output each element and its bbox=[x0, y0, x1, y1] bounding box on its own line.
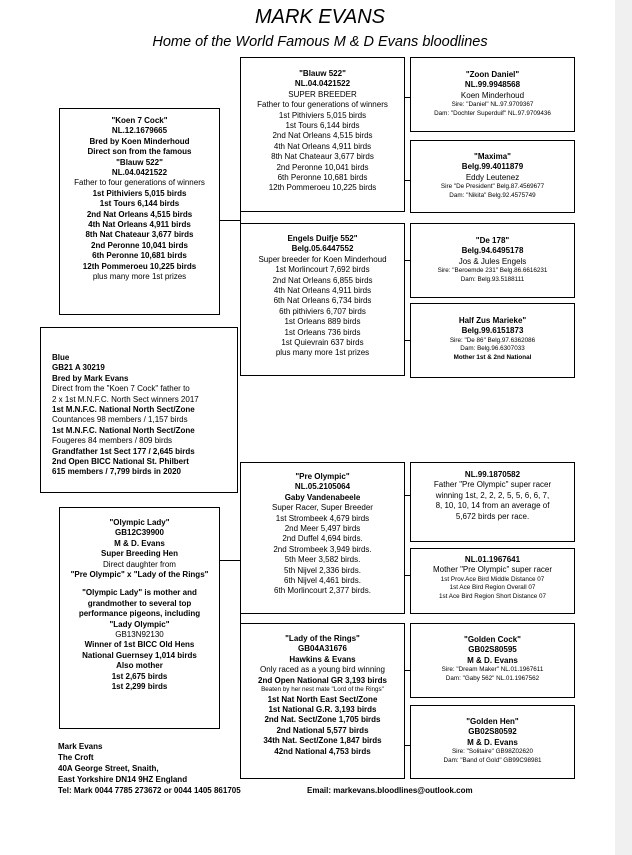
sire-result: 2nd Nat Orleans 4,515 birds bbox=[86, 209, 193, 219]
dd-name: "Lady of the Rings" bbox=[285, 634, 360, 643]
sd-line: 6th Nat Orleans 6,734 birds bbox=[273, 296, 372, 306]
ggp-box-3 bbox=[410, 223, 575, 298]
dam-line: "Olympic Lady" is mother and bbox=[82, 588, 197, 598]
ds-line: 6th Nijvel 4,461 birds. bbox=[284, 576, 361, 586]
dd-ring: GB04A31676 bbox=[298, 644, 347, 654]
sire-result: 1st Tours 6,144 birds bbox=[99, 199, 180, 209]
ds-line: 1st Strombeek 4,679 birds bbox=[275, 513, 370, 523]
ggp-sire: Sire: "Daniel" NL.97.9709367 bbox=[451, 101, 534, 109]
subject-ring: GB21 A 30219 bbox=[52, 363, 105, 373]
dd-breeder: Hawkins & Evans bbox=[289, 654, 356, 664]
ggp-name: "Golden Hen" bbox=[466, 717, 519, 726]
dam-line: 1st 2,675 birds bbox=[111, 671, 168, 681]
subject-line: Fougeres 84 members / 809 birds bbox=[52, 436, 173, 446]
ss-line: 1st Pithiviers 5,015 birds bbox=[278, 110, 367, 120]
ggp-breeder: Jos & Jules Engels bbox=[458, 256, 527, 266]
dam-box bbox=[59, 507, 220, 729]
ggp-ring: GB02S80595 bbox=[468, 645, 517, 655]
ggp-box-5 bbox=[410, 462, 575, 542]
sire-dam-box bbox=[240, 223, 405, 376]
dd-line: 2nd Open National GR 3,193 birds bbox=[258, 675, 387, 685]
sd-line: 2nd Nat Orleans 6,855 birds bbox=[272, 275, 373, 285]
sire-line: NL.04.0421522 bbox=[111, 168, 168, 178]
ds-line: 2nd Meer 5,497 birds bbox=[284, 524, 361, 534]
connector-sire bbox=[220, 220, 240, 221]
ggp-line: Mother "Pre Olympic" super racer bbox=[432, 565, 553, 575]
sd-line: Super breeder for Koen Minderhoud bbox=[258, 254, 387, 264]
ggp-ring: NL.01.1967641 bbox=[464, 555, 521, 564]
ggp-ring: Belg.99.4011879 bbox=[461, 162, 524, 172]
sire-line: Direct son from the famous bbox=[87, 147, 192, 157]
ggp-ring: Belg.94.6495178 bbox=[461, 246, 524, 256]
contact-name: Mark Evans bbox=[58, 742, 103, 751]
contact-block bbox=[58, 741, 241, 796]
ggp-breeder: Koen Minderhoud bbox=[460, 90, 525, 100]
subject-line: 1st M.N.F.C. National North Sect/Zone bbox=[52, 405, 195, 415]
dam-line: grandmother to several top bbox=[87, 598, 192, 608]
ss-line: 12th Pommeroeu 10,225 birds bbox=[268, 183, 377, 193]
ggp-dam: Dam: "Gaby 562" NL.01.1967562 bbox=[445, 674, 540, 682]
ggp-sire: Sire: "Solitaire" GB98Z02620 bbox=[451, 748, 534, 756]
sd-line: 1st Orleans 889 birds bbox=[284, 317, 361, 327]
contact-email[interactable]: Email: markevans.bloodlines@outlook.com bbox=[307, 786, 473, 795]
ggp-dam: Dam: "Dochter Superduif" NL.97.9709436 bbox=[434, 109, 551, 117]
subject-line: 2nd Open BICC National St. Philbert bbox=[52, 457, 189, 467]
dam-dam-box bbox=[240, 623, 405, 779]
ss-ring: NL.04.0421522 bbox=[294, 79, 351, 89]
ggp-name: "Maxima" bbox=[474, 152, 511, 161]
sire-breeder: Bred by Koen Minderhoud bbox=[89, 136, 190, 146]
sd-line: 6th pithiviers 6,707 birds bbox=[279, 306, 366, 316]
dd-line: Only raced as a young bird winning bbox=[260, 665, 385, 675]
page-subtitle: Home of the World Famous M & D Evans bloodlines bbox=[152, 34, 488, 50]
ss-line: 1st Tours 6,144 birds bbox=[285, 121, 360, 131]
sd-line: 1st Morlincourt 7,692 birds bbox=[275, 265, 370, 275]
ggp-sire: Sire: "Beroemde 231" Belg.86.6616231 bbox=[437, 267, 548, 275]
sire-ring: NL.12.1679665 bbox=[111, 126, 168, 136]
sire-result: 4th Nat Orleans 4,911 birds bbox=[88, 220, 191, 230]
contact-address: 40A George Street, Snaith, bbox=[58, 764, 159, 773]
subject-line: 615 members / 7,799 birds in 2020 bbox=[52, 467, 181, 477]
ggp-name: Half Zus Marieke" bbox=[458, 316, 527, 325]
dam-ring: GB12C39900 bbox=[115, 528, 164, 538]
ggp-box-6 bbox=[410, 548, 575, 614]
ggp-dam: Dam: Belg.96.6307033 bbox=[460, 345, 525, 353]
ggp-ring: NL.99.9948568 bbox=[464, 80, 521, 90]
sire-line: Father to four generations of winners bbox=[74, 178, 205, 188]
sd-name: Engels Duifje 552" bbox=[287, 234, 358, 243]
sire-result: 2nd Peronne 10,041 birds bbox=[91, 240, 188, 250]
ds-line: 5th Nijvel 2,336 birds. bbox=[284, 565, 361, 575]
ggp-breeder: M & D. Evans bbox=[467, 737, 518, 747]
sire-result: 8th Nat Chateaur 3,677 birds bbox=[85, 230, 194, 240]
ss-line: 8th Nat Chateaur 3,677 birds bbox=[271, 152, 374, 162]
subject-line: 2 x 1st M.N.F.C. North Sect winners 2017 bbox=[52, 394, 199, 404]
dam-line: performance pigeons, including bbox=[78, 609, 201, 619]
ggp-dam: Dam: "Band of Gold" GB99C98981 bbox=[443, 756, 542, 764]
sire-result: 1st Pithiviers 5,015 birds bbox=[92, 188, 187, 198]
ggp-box-2 bbox=[410, 140, 575, 213]
ds-line: 5th Meer 3,582 birds. bbox=[284, 555, 361, 565]
sire-name: "Koen 7 Cock" bbox=[111, 116, 168, 125]
dd-line: Beaten by her nest mate "Lord of the Rings" bbox=[261, 686, 384, 694]
ggp-ring: GB02S80592 bbox=[468, 727, 517, 737]
dam-name: "Olympic Lady" bbox=[109, 518, 170, 527]
ggp-line: 1st Prov.Ace Bird Middle Distance 07 bbox=[440, 575, 545, 583]
ggp-sire: Sire "De President" Belg.87.4569677 bbox=[440, 183, 545, 191]
ds-line: 2nd Strombeek 3,949 birds. bbox=[273, 544, 372, 554]
ggp-note: Mother 1st & 2nd National bbox=[453, 354, 532, 361]
ds-line: 2nd Duffel 4,694 birds. bbox=[282, 534, 363, 544]
sire-sire-box bbox=[240, 57, 405, 212]
ggp-box-8 bbox=[410, 705, 575, 779]
sd-line: 4th Nat Orleans 4,911 birds bbox=[273, 286, 372, 296]
sire-result: plus many more 1st prizes bbox=[92, 272, 187, 282]
ggp-breeder: Eddy Leutenez bbox=[465, 172, 520, 182]
ss-line: 4th Nat Orleans 4,911 birds bbox=[273, 141, 372, 151]
ss-line: Father to four generations of winners bbox=[257, 100, 388, 110]
page-title: MARK EVANS bbox=[254, 6, 386, 28]
ggp-sire: Sire: "Dream Maker" NL.01.1967611 bbox=[441, 666, 544, 674]
ggp-line: winning 1st, 2, 2, 2, 5, 5, 6, 6, 7, bbox=[435, 490, 550, 500]
dam-line: Super Breeding Hen bbox=[101, 549, 178, 559]
subject-line: Grandfather 1st Sect 177 / 2,645 birds bbox=[52, 446, 195, 456]
ds-breeder: Gaby Vandenabeele bbox=[284, 492, 361, 502]
subject-line: Blue bbox=[52, 353, 70, 362]
ggp-line: 1st Ace Bird Region Overall 07 bbox=[449, 584, 536, 592]
ggp-line: 1st Ace Bird Region Short Distance 07 bbox=[438, 593, 547, 600]
subject-box bbox=[40, 327, 238, 493]
ds-line: 6th Morlincourt 2,377 birds. bbox=[274, 586, 371, 596]
dd-line: 2nd National 5,577 birds bbox=[276, 725, 369, 735]
dam-line: "Lady Olympic" bbox=[109, 619, 170, 629]
dam-line: GB13N92130 bbox=[115, 630, 164, 640]
sd-ring: Belg.05.6447552 bbox=[291, 244, 354, 254]
ggp-ring: Belg.99.6151873 bbox=[461, 326, 524, 336]
dam-line: Direct daughter from bbox=[103, 559, 176, 569]
dd-line: 34th Nat. Sect/Zone 1,847 birds bbox=[263, 736, 382, 746]
sire-result: 6th Peronne 10,681 birds bbox=[92, 251, 187, 261]
connector-dam bbox=[220, 560, 240, 561]
subject-breeder: Bred by Mark Evans bbox=[52, 373, 129, 383]
contact-address: East Yorkshire DN14 9HZ England bbox=[58, 775, 188, 784]
dam-sire-box bbox=[240, 462, 405, 614]
dam-line: Winner of 1st BICC Old Hens bbox=[84, 640, 195, 650]
ds-ring: NL.05.2105064 bbox=[294, 482, 351, 492]
dd-line: 42nd National 4,753 birds bbox=[274, 746, 371, 756]
sd-line: plus many more 1st prizes bbox=[275, 348, 370, 358]
ggp-dam: Dam: "Nikita" Belg.92.4575749 bbox=[449, 191, 536, 199]
ss-line: 2nd Peronne 10,041 birds bbox=[276, 162, 369, 172]
subject-line: Countances 98 members / 1,157 birds bbox=[52, 415, 188, 425]
contact-address: The Croft bbox=[58, 753, 94, 762]
ggp-line: 8, 10, 10, 14 from an average of bbox=[435, 501, 550, 511]
ggp-breeder: M & D. Evans bbox=[467, 655, 518, 665]
ggp-box-7 bbox=[410, 623, 575, 698]
ss-line: 6th Peronne 10,681 birds bbox=[277, 173, 368, 183]
dam-line: 1st 2,299 birds bbox=[111, 682, 168, 692]
contact-phone: Tel: Mark 0044 7785 273672 or 0044 1405 861705 bbox=[58, 786, 241, 795]
dam-breeder: M & D. Evans bbox=[114, 538, 165, 548]
ggp-line: 5,672 birds per race. bbox=[455, 511, 530, 521]
ss-name: "Blauw 522" bbox=[299, 69, 346, 78]
sire-line: "Blauw 522" bbox=[116, 157, 163, 167]
ggp-sire: Sire: "De 86" Belg.97.6362086 bbox=[449, 336, 536, 344]
ss-line: 2nd Nat Orleans 4,515 birds bbox=[272, 131, 373, 141]
sd-line: 1st Orleans 736 birds bbox=[284, 327, 361, 337]
dd-line: 1st National G.R. 3,193 birds bbox=[268, 705, 377, 715]
ggp-box-1 bbox=[410, 57, 575, 132]
subject-line: 1st M.N.F.C. National North Sect/Zone bbox=[52, 425, 195, 435]
ggp-line: Father "Pre Olympic" super racer bbox=[433, 480, 552, 490]
dam-line: Also mother bbox=[116, 661, 163, 671]
ggp-ring: NL.99.1870582 bbox=[464, 470, 521, 479]
ggp-name: "Golden Cock" bbox=[464, 635, 521, 644]
ds-line: Super Racer, Super Breeder bbox=[272, 503, 373, 513]
subject-line: Direct from the "Koen 7 Cock" father to bbox=[52, 384, 190, 394]
sd-line: 1st Quievrain 637 birds bbox=[281, 338, 364, 348]
dd-line: 2nd Nat. Sect/Zone 1,705 birds bbox=[264, 715, 381, 725]
dd-line: 1st Nat North East Sect/Zone bbox=[267, 694, 378, 704]
ggp-name: "De 178" bbox=[475, 236, 510, 245]
ggp-dam: Dam: Belg.93.5188111 bbox=[460, 275, 525, 283]
ds-name: "Pre Olympic" bbox=[295, 472, 350, 481]
sire-result: 12th Pommeroeu 10,225 birds bbox=[82, 261, 197, 271]
ggp-box-4 bbox=[410, 303, 575, 378]
dam-line: National Guernsey 1,014 birds bbox=[82, 650, 197, 660]
dam-line: "Pre Olympic" x "Lady of the Rings" bbox=[70, 570, 209, 580]
sire-box bbox=[59, 108, 220, 315]
ggp-name: "Zoon Daniel" bbox=[465, 70, 520, 79]
ss-line: SUPER BREEDER bbox=[288, 89, 357, 99]
